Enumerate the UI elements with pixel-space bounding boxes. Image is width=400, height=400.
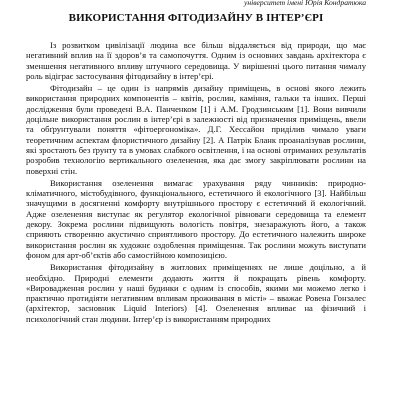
article-title: ВИКОРИСТАННЯ ФІТОДИЗАЙНУ В ІНТЕР’ЄРІ	[68, 12, 324, 24]
paragraph-2: Фітодизайн – це один із напрямів дизайну приміщень, в основі якого лежить використання природних компонентів – квітів, рослин, каміння, гальки та інших. Перші дослідження були проведені В.А. Панченком [1] і А.М. Гродзинським [1]. Вони вивчили доцільне використання рослин в інтер’єрі в залежності від призначення приміщень, ввели та обґрунтували поняття «фітоергономіка». Д.Г. Хессайон приділив чимало уваги теоретичним аспектам флористичного дизайну [2]. А Патрік Бланк проаналізував рослини, які зростають без ґрунту та в умовах слабкого освітлення, і на основі отриманих результатів розробив технологію вертикального озеленення, яка дає змогу закріплювати рослини на поверхні стін.	[26, 83, 366, 176]
paragraph-3: Використання озеленення вимагає урахування ряду чинників: природно-кліматичного, містобудівного, функціонального, естетичного й екологічного [3]. Найбільш значущими в досягненні комфорту внутрішнього простору є естетичний й екологічний. Адже озеленення виступає як регулятор екологічної рівноваги середовища та елемент декору. Зокрема рослини підвищують вологість повітря, знезаражують його, а також сприяють створенню акустично сприятливого простору. До естетичного належить широке використання рослин як художнє оздоблення приміщення. Так рослини можуть виступати фоном для арт-об’єктів або самостійною композицією.	[26, 177, 366, 260]
article-body	[26, 40, 366, 324]
paragraph-1: Із розвитком цивілізації людина все більш віддаляється від природи, що має негативний вплив на її здоров’я та самопочуття. Одним із основних завдань архітектора є зменшення негативного впливу штучного середовища. У вирішенні цього питання чималу роль відіграє застосування фітодизайну в інтер’єрі.	[26, 40, 366, 81]
paragraph-4: Використання фітодизайну в житлових приміщеннях не лише доцільно, а й необхідно. Природні елементи додають життя й покращать рівень комфорту. «Вировадження рослин у наші будинки є одним із способів, якими ми можемо легко і практично протидіяти негативним впливам проживання в місті» – вважає Ровена Гонзалес (архітектор, засновник Liquid Interiors) [4]. Озеленення впливає на фізичний і психологічний стан людини. Інтер’єр із використанням природних	[26, 262, 366, 324]
running-header: університет імені Юрія Кондратюка	[243, 0, 366, 7]
